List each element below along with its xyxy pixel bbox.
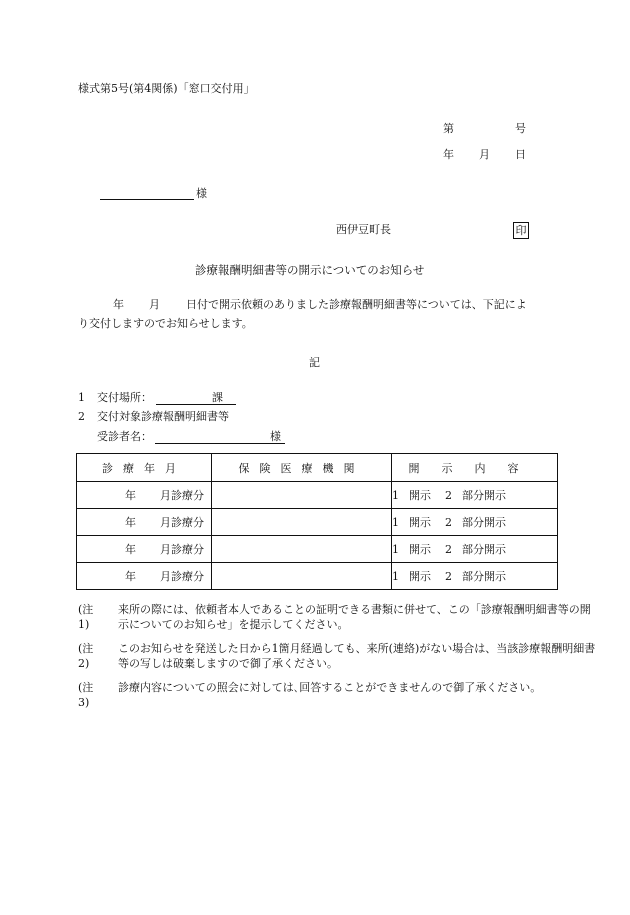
disclosure-options-cell[interactable]: [392, 509, 558, 536]
option-partial-disclose[interactable]: 部分開示: [462, 543, 506, 556]
option2-number: 2: [445, 543, 452, 556]
sender-title: 西伊豆町長: [336, 223, 391, 236]
cell-year-label: 年: [125, 543, 136, 556]
option-partial-disclose[interactable]: 部分開示: [462, 489, 506, 502]
header-disclosure-content: 開示内容: [392, 454, 558, 482]
institution-cell[interactable]: [212, 536, 392, 563]
cell-year-label: 年: [125, 516, 136, 529]
note-text: 来所の際には、依頼者本人であることの証明できる書類に併せて、この「診療報酬明細書等の開示についてのお知らせ」を提示してください。: [118, 603, 591, 631]
option2-number: 2: [445, 489, 452, 502]
item2-number: 2: [78, 410, 85, 423]
cell-month-label: 月診療分: [160, 489, 204, 502]
item1-number: 1: [78, 391, 85, 404]
option2-number: 2: [445, 516, 452, 529]
treatment-month-cell[interactable]: [77, 563, 212, 590]
option1-number: 1: [392, 516, 399, 529]
cell-year-label: 年: [125, 570, 136, 583]
date-day-label: 日: [515, 148, 526, 161]
treatment-month-cell[interactable]: [77, 536, 212, 563]
patient-name-label: 受診者名：: [97, 430, 152, 443]
header-insurance-institution: 保険医療機関: [212, 454, 392, 482]
option-disclose[interactable]: 開示: [409, 543, 431, 556]
disclosure-options-cell[interactable]: [392, 536, 558, 563]
disclosure-options-cell[interactable]: [392, 482, 558, 509]
note-text: 診療内容についての照会に対しては､回答することができませんので御了承ください。: [118, 681, 542, 694]
table-row: [77, 563, 558, 590]
intro-month-label: 月: [149, 298, 160, 311]
item2-label: 交付対象診療報酬明細書等: [97, 410, 229, 423]
table-row: [77, 482, 558, 509]
form-id-label: 様式第5号(第4関係)「窓口交付用」: [78, 82, 255, 95]
intro-line2: り交付しますのでお知らせします。: [78, 317, 253, 330]
treatment-month-cell[interactable]: [77, 509, 212, 536]
option1-number: 1: [392, 543, 399, 556]
table-row: [77, 536, 558, 563]
item1-suffix: 課: [212, 391, 223, 404]
number-dai-label: 第: [443, 122, 454, 135]
cell-month-label: 月診療分: [160, 516, 204, 529]
institution-cell[interactable]: [212, 482, 392, 509]
cell-month-label: 月診療分: [160, 570, 204, 583]
option-disclose[interactable]: 開示: [409, 516, 431, 529]
ki-label: 記: [309, 356, 320, 369]
option1-number: 1: [392, 570, 399, 583]
patient-name-line[interactable]: [155, 443, 285, 444]
option-disclose[interactable]: 開示: [409, 489, 431, 502]
disclosure-options-cell[interactable]: [392, 563, 558, 590]
intro-line1: 日付で開示依頼のありました診療報酬明細書等については、下記によ: [186, 298, 527, 311]
pickup-place-line[interactable]: [156, 404, 236, 405]
note-label: (注1): [78, 603, 94, 631]
treatment-month-cell[interactable]: [77, 482, 212, 509]
table-row: [77, 509, 558, 536]
document-title: 診療報酬明細書等の開示についてのお知らせ: [195, 263, 425, 277]
disclosure-table: [76, 453, 558, 590]
number-go-label: 号: [515, 122, 526, 135]
option1-number: 1: [392, 489, 399, 502]
addressee-suffix: 様: [196, 187, 207, 200]
option-partial-disclose[interactable]: 部分開示: [462, 516, 506, 529]
option-disclose[interactable]: 開示: [409, 570, 431, 583]
item1-label: 交付場所：: [97, 391, 152, 404]
header-treatment-month: 診療年月: [77, 454, 212, 482]
table-header-row: [77, 454, 558, 482]
addressee-name-line[interactable]: [100, 199, 194, 200]
institution-cell[interactable]: [212, 509, 392, 536]
date-year-label: 年: [443, 148, 454, 161]
cell-month-label: 月診療分: [160, 543, 204, 556]
date-month-label: 月: [479, 148, 490, 161]
patient-name-suffix: 様: [270, 430, 281, 443]
seal-stamp-box: 印: [513, 222, 529, 239]
institution-cell[interactable]: [212, 563, 392, 590]
note-text: このお知らせを発送した日から1箇月経過しても、来所(連絡)がない場合は、当該診療報酬明細書等の写しは破棄しますので御了承ください。: [118, 642, 596, 670]
intro-year-label: 年: [113, 298, 124, 311]
note-label: (注2): [78, 642, 94, 670]
cell-year-label: 年: [125, 489, 136, 502]
note-label: (注3): [78, 681, 94, 709]
option-partial-disclose[interactable]: 部分開示: [462, 570, 506, 583]
option2-number: 2: [445, 570, 452, 583]
